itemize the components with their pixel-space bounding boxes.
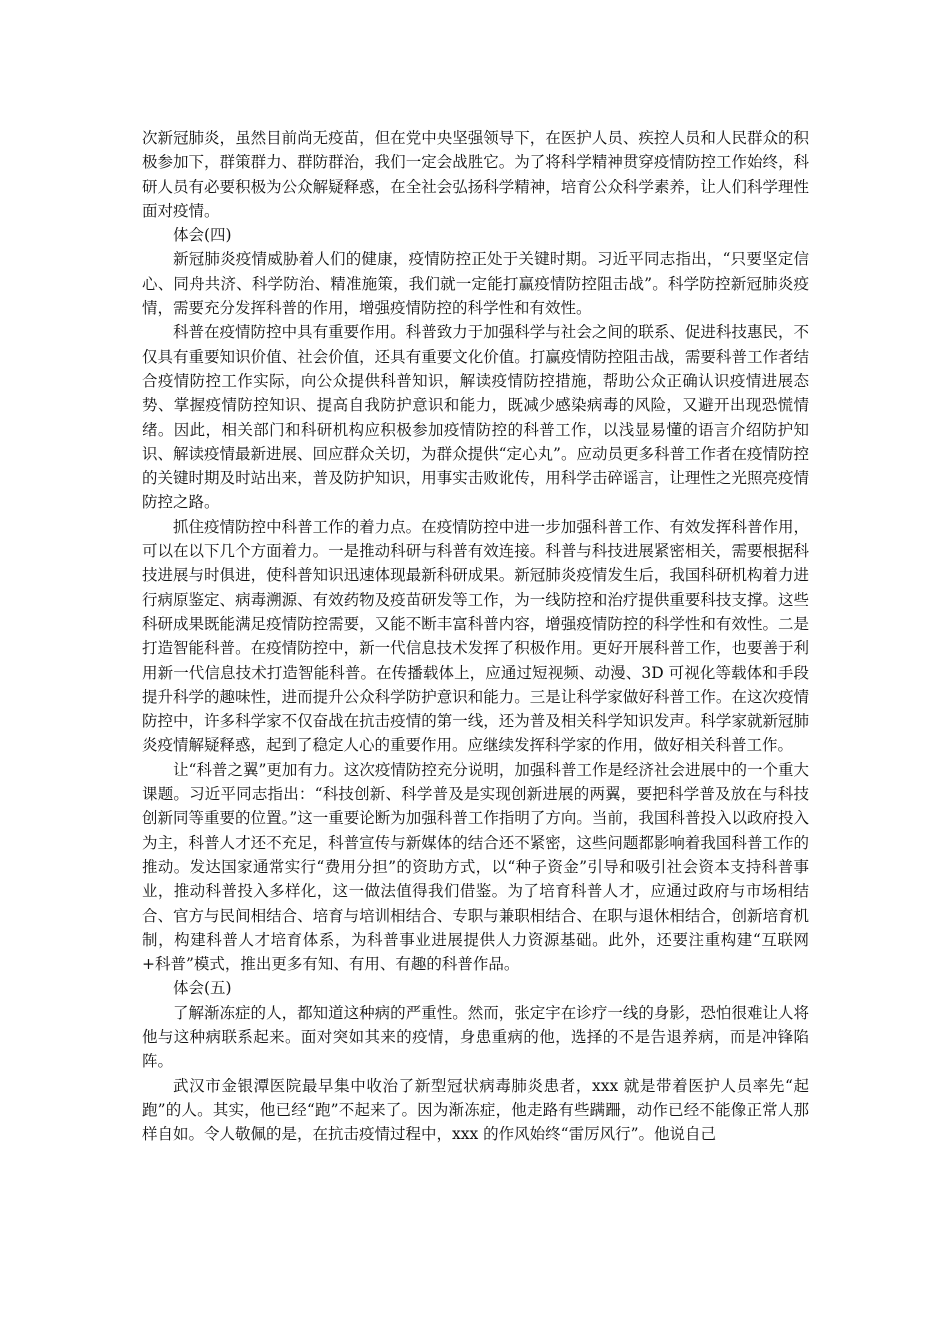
paragraph: 科普在疫情防控中具有重要作用。科普致力于加强科学与社会之间的联系、促进科技惠民，不仅具有重要知识价值、社会价值，还具有重要文化价值。打赢疫情防控阻击战，需要科普工作者结合疫情防控工作实际，向公众提供科普知识，解读疫情防控措施，帮助公众正确认识疫情进展态势、掌握疫情防控知识、提高自我防护意识和能力，既减少感染病毒的风险，又避开出现恐慌情绪。因此，相关部门和科研机构应积极参加疫情防控的科普工作，以浅显易懂的语言介绍防护知识、解读疫情最新进展、回应群众关切，为群众提供“定心丸”。应动员更多科普工作者在疫情防控的关键时期及时站出来，普及防护知识，用事实击败讹传，用科学击碎谣言，让理性之光照亮疫情防控之路。 [142,323,809,512]
paragraph: 让“科普之翼”更加有力。这次疫情防控充分说明，加强科普工作是经济社会进展中的一个重大课题。习近平同志指出：“科技创新、科学普及是实现创新进展的两翼，要把科学普及放在与科技创新同等重要的位置。”这一重要论断为加强科普工作指明了方向。当前，我国科普投入以政府投入为主，科普人才还不充足，科普宣传与新媒体的结合还不紧密，这些问题都影响着我国科普工作的推动。发达国家通常实行“费用分担”的资助方式，以“种子资金”引导和吸引社会资本支持科普事业，推动科普投入多样化，这一做法值得我们借鉴。为了培育科普人才，应通过政府与市场相结合、官方与民间相结合、培育与培训相结合、专职与兼职相结合、在职与退休相结合，创新培育机制，构建科普人才培育体系，为科普事业进展提供人力资源基础。此外，还要注重构建“互联网+科普”模式，推出更多有知、有用、有趣的科普作品。 [142,760,809,974]
section-heading-4: 体会(四) [173,226,232,245]
paragraph-continued: 次新冠肺炎，虽然目前尚无疫苗，但在党中央坚强领导下，在医护人员、疾控人员和人民群众的积极参加下，群策群力、群防群治，我们一定会战胜它。为了将科学精神贯穿疫情防控工作始终，科研人员有必要积极为公众解疑释惑，在全社会弘扬科学精神，培育公众科学素养，让人们科学理性面对疫情。 [142,129,809,220]
paragraph: 抓住疫情防控中科普工作的着力点。在疫情防控中进一步加强科普工作、有效发挥科普作用，可以在以下几个方面着力。一是推动科研与科普有效连接。科普与科技进展紧密相关，需要根据科技进展与时俱进，使科普知识迅速体现最新科研成果。新冠肺炎疫情发生后，我国科研机构着力进行病原鉴定、病毒溯源、有效药物及疫苗研发等工作，为一线防控和治疗提供重要科技支撑。这些科研成果既能满足疫情防控需要，又能不断丰富科普内容，增强疫情防控的科学性和有效性。二是打造智能科普。在疫情防控中，新一代信息技术发挥了积极作用。更好开展科普工作，也要善于利用新一代信息技术打造智能科普。在传播载体上，应通过短视频、动漫、3D 可视化等载体和手段提升科学的趣味性，进而提升公众科学防护意识和能力。三是让科学家做好科普工作。在这次疫情防控中，许多科学家不仅奋战在抗击疫情的第一线，还为普及相关科学知识发声。科学家就新冠肺炎疫情解疑释惑，起到了稳定人心的重要作用。应继续发挥科学家的作用，做好相关科普工作。 [142,517,809,755]
document-body [142,126,809,1146]
paragraph: 新冠肺炎疫情威胁着人们的健康，疫情防控正处于关键时期。习近平同志指出，“只要坚定信心、同舟共济、科学防治、精准施策，我们就一定能打赢疫情防控阻击战”。科学防控新冠肺炎疫情，需要充分发挥科普的作用，增强疫情防控的科学性和有效性。 [142,250,809,318]
paragraph: 武汉市金银潭医院最早集中收治了新型冠状病毒肺炎患者，xxx 就是带着医护人员率先“起跑”的人。其实，他已经“跑”不起来了。因为渐冻症，他走路有些蹒跚，动作已经不能像正常人那样自如。令人敬佩的是，在抗击疫情过程中，xxx 的作风始终“雷厉风行”。他说自己 [142,1076,809,1144]
section-heading-5: 体会(五) [173,979,232,998]
paragraph: 了解渐冻症的人，都知道这种病的严重性。然而，张定宇在诊疗一线的身影，恐怕很难让人将他与这种病联系起来。面对突如其来的疫情，身患重病的他，选择的不是告退养病，而是冲锋陷阵。 [142,1003,809,1071]
